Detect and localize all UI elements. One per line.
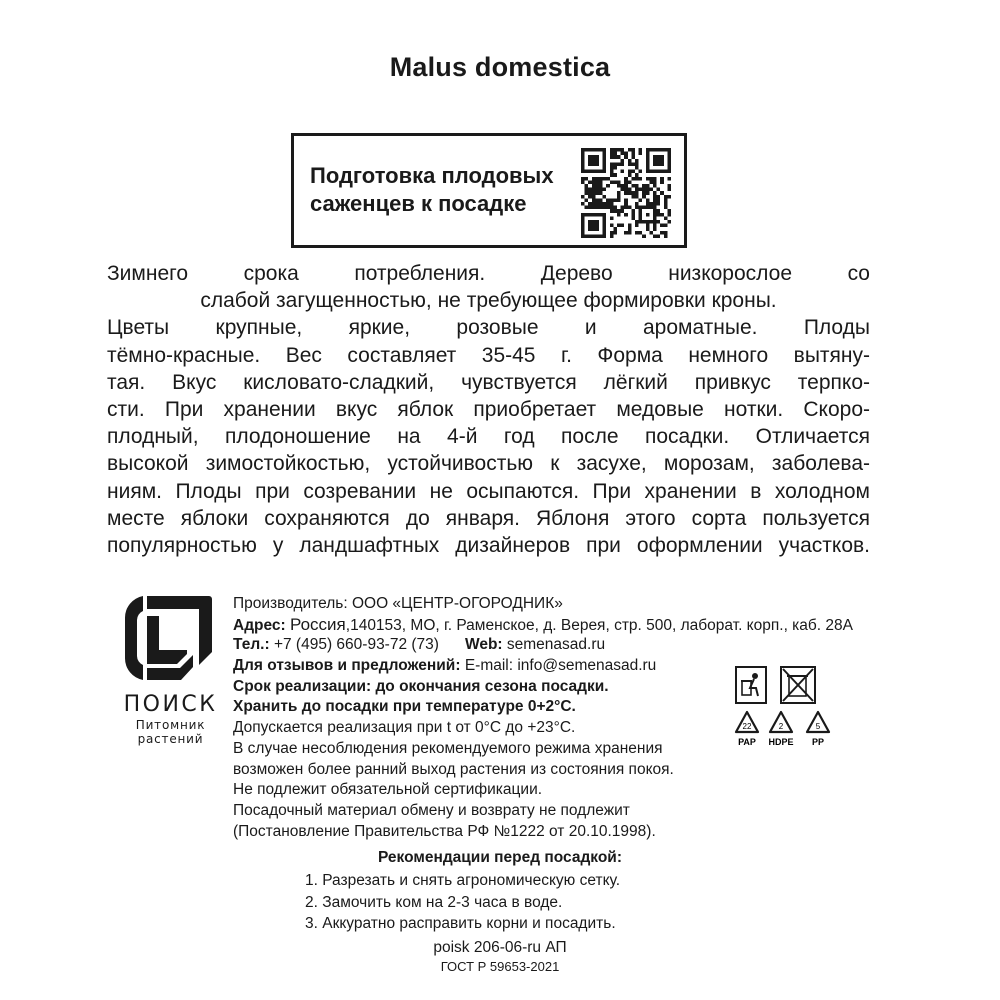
qr-heading-line-1: Подготовка плодовых	[310, 163, 554, 188]
recycle-icon	[768, 712, 793, 747]
description-line: плодный, плодоношение на 4-й год после посадки. Отличается	[107, 425, 870, 449]
recycle-number: 5	[815, 722, 821, 731]
phone-value: +7 (495) 660-93-72 (73)	[273, 636, 439, 654]
description-line: тёмно-красные. Вес составляет 35-45 г. Форма немного вытяну-	[107, 343, 870, 367]
exchange-line: Посадочный материал обмену и возврату не подлежит	[233, 801, 630, 819]
variety-description	[107, 260, 870, 559]
email-link[interactable]: E-mail: info@semenasad.ru	[464, 657, 657, 675]
recycle-label: PAP	[738, 737, 756, 747]
feedback-label: Для отзывов и предложений:	[233, 657, 461, 675]
logo-subtitle	[118, 718, 223, 746]
allowed-temp-line: Допускается реализация при t от 0°С до +23°С.	[233, 719, 576, 737]
certification-line: Не подлежит обязательной сертификации.	[233, 781, 543, 799]
address-value: ,140153, МО, г. Раменское, д. Верея, стр. 500, лаборат. корп., каб. 28А	[345, 616, 853, 634]
description-line: Цветы крупные, яркие, розовые и ароматные. Плоды	[107, 316, 870, 340]
storage-line: Хранить до посадки при температуре 0+2°С.	[233, 698, 576, 716]
description-line: тая. Вкус кисловато-сладкий, чувствуется лёгкий привкус терпко-	[107, 370, 870, 394]
description-line: популярностью у ландшафтных дизайнеров при оформлении участков.	[107, 533, 870, 557]
web-label: Web:	[464, 636, 503, 654]
warning-line: возможен более ранний выход растения из состояния покоя.	[233, 760, 674, 778]
qr-info-box	[291, 133, 687, 248]
description-line: высокой зимостойкостью, устойчивостью к засухе, морозам, заболева-	[107, 452, 870, 476]
recycle-icon	[807, 712, 829, 747]
address-country: Россия	[290, 614, 346, 634]
description-line: слабой загущенностью, не требующее формировки кроны.	[200, 289, 777, 313]
warning-line: В случае несоблюдения рекомендуемого режима хранения	[233, 739, 663, 757]
recycle-label: PP	[811, 737, 825, 747]
description-line: ниям. Плоды при созревании не осыпаются. При хранении в холодном	[107, 479, 870, 503]
recycle-number: 2	[778, 722, 784, 731]
recycle-number: 22	[742, 722, 752, 731]
web-link[interactable]: semenasad.ru	[506, 636, 606, 654]
recommendations-heading: Рекомендации перед посадкой:	[377, 849, 622, 866]
qr-box-heading	[310, 162, 554, 218]
description-line: сти. При хранении вкус яблок приобретает медовые нотки. Скоро-	[107, 397, 870, 421]
product-code: poisk 206-06-ru АП	[433, 939, 567, 956]
recommendation-item: 1. Разрезать и снять агрономическую сетку.	[305, 872, 621, 889]
packaging-symbols	[733, 665, 843, 755]
trash-bin-icon	[736, 667, 766, 703]
description-line: месте яблоки сохраняются до января. Яблоня этого сорта пользуется	[107, 506, 870, 530]
recycle-label: HDPE	[768, 737, 794, 747]
logo-subtitle-line-2: растений	[137, 732, 204, 746]
logo-subtitle-line-1: Питомник	[135, 718, 206, 732]
recommendation-item: 3. Аккуратно расправить корни и посадить.	[305, 915, 616, 932]
qr-heading-line-2: саженцев к посадке	[310, 191, 527, 216]
recommendation-item: 2. Замочить ком на 2-3 часа в воде.	[305, 894, 563, 911]
recycle-icon	[736, 712, 758, 747]
logo-name: ПОИСК	[123, 692, 218, 717]
shelf-life-line: Срок реализации: до окончания сезона посадки.	[233, 677, 609, 695]
gost-standard: ГОСТ Р 59653-2021	[440, 959, 560, 974]
address-line	[233, 615, 893, 636]
crossed-bin-icon	[781, 667, 815, 703]
qr-code-icon[interactable]	[581, 148, 671, 238]
exchange-line: (Постановление Правительства РФ №1222 от 20.10.1998).	[233, 822, 656, 840]
phone-label: Тел.:	[233, 636, 270, 654]
producer-line: Производитель: ООО «ЦЕНТР-ОГОРОДНИК»	[233, 595, 563, 612]
address-label: Адрес:	[233, 616, 286, 634]
description-line: Зимнего срока потребления. Дерево низкорослое со	[107, 262, 870, 285]
product-title: Malus domestica	[389, 52, 611, 82]
poisk-logo-icon	[123, 592, 215, 684]
contacts-line	[233, 635, 893, 656]
